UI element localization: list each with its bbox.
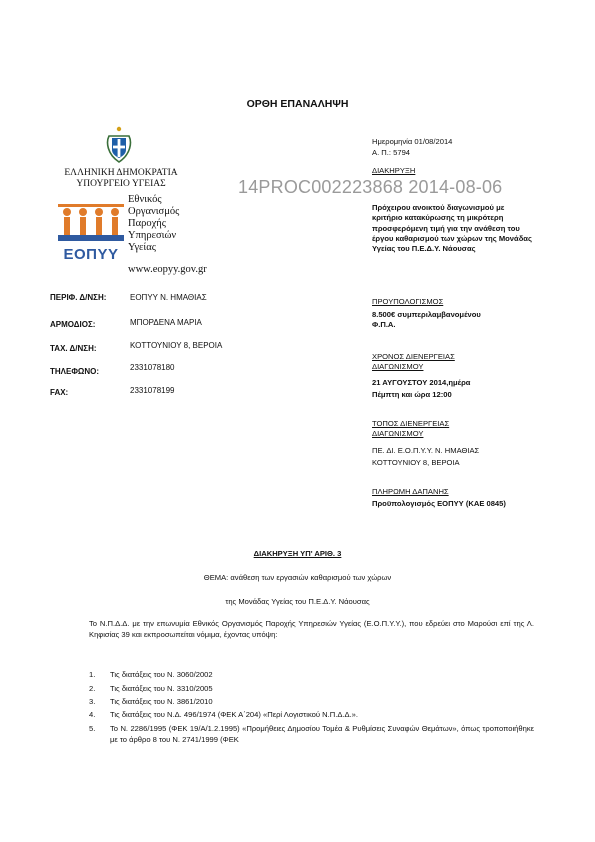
list-item-number: 4.: [89, 710, 96, 719]
people-figures-icon: [58, 198, 124, 242]
proclamation-text: Πρόχειρου ανοικτού διαγωνισμού με κριτήριο κατακύρωσης τη μικρότερη προσφερόμενη τιμή για την ανάθεση του έργου καθαρισμού των χώρων της Μονάδας Υγείας του Π.Ε.Δ.Υ. Νάουσας: [372, 203, 532, 254]
place-heading: ΤΟΠΟΣ ΔΙΕΝΕΡΓΕΙΑΣ ΔΙΑΓΩΝΙΣΜΟΥ: [372, 419, 450, 439]
org-name-line: Υπηρεσιών: [128, 230, 177, 241]
website-link[interactable]: www.eopyy.gov.gr: [128, 264, 207, 275]
subject-line: [0, 573, 595, 583]
place-line-1: ΠΕ. ΔΙ. Ε.Ο.Π.Υ.Υ. Ν. ΗΜΑΘΙΑΣ: [372, 446, 480, 455]
date-label: Ημερομηνία: [372, 137, 413, 146]
intro-paragraph: Το Ν.Π.Δ.Δ. με την επωνυμία Εθνικός Οργανισμός Παροχής Υπηρεσιών Υγείας (Ε.Ο.Π.Υ.Υ.), που εδρεύει στο Μαρούσι επί της Λ. Κηφισίας 39 και εκπροσωπείται νόμιμα, έχοντας υπόψη:: [89, 619, 534, 639]
place-line-2: ΚΟΤΤΟΥΝΙΟΥ 8, ΒΕΡΟΙΑ: [372, 458, 460, 467]
date-value: 01/08/2014: [414, 137, 453, 146]
issuer-header: [55, 168, 187, 190]
proclamation-heading: ΔΙΑΚΗΡΥΞΗ: [372, 166, 416, 175]
payment-text: Προϋπολογισμός ΕΟΠΥΥ (ΚΑΕ 0845): [372, 499, 506, 508]
contact-label-address: ΤΑΧ. Δ/ΝΣΗ:: [50, 344, 97, 353]
list-item-text: Το Ν. 2286/1995 (ΦΕΚ 19/Α/1.2.1995) «Προμήθειες Δημοσίου Τομέα & Ρυθμίσεις Συναφών Θεμάτων», όπως τροποποιήθηκε με το άρθρο 8 του Ν. 2741/1999 (ΦΕΚ: [110, 724, 534, 744]
watermark-code: 14PROC002223868 2014-08-06: [238, 177, 503, 197]
country-name: ΕΛΛΗΝΙΚΗ ΔΗΜΟΚΡΑΤΙΑ: [64, 168, 178, 178]
time-line-2: Πέμπτη και ώρα 12:00: [372, 390, 452, 399]
budget-heading: ΠΡΟΥΠΟΛΟΓΙΣΜΟΣ: [372, 297, 444, 306]
time-heading: ΧΡΟΝΟΣ ΔΙΕΝΕΡΓΕΙΑΣ ΔΙΑΓΩΝΙΣΜΟΥ: [372, 352, 455, 372]
contact-label-fax: FAX:: [50, 388, 69, 397]
org-name: [128, 194, 179, 254]
contact-value-region: ΕΟΠΥΥ Ν. ΗΜΑΘΙΑΣ: [130, 293, 207, 302]
org-name-line: Παροχής: [128, 218, 166, 229]
ministry-name: ΥΠΟΥΡΓΕΙΟ ΥΓΕΙΑΣ: [76, 179, 166, 189]
protocol-value: 5794: [393, 148, 411, 157]
contact-label-region: ΠΕΡΙΦ. Δ/ΝΣΗ:: [50, 293, 107, 302]
time-line-1: 21 ΑΥΓΟΥΣΤΟΥ 2014,ημέρα: [372, 378, 471, 387]
list-item-number: 3.: [89, 697, 96, 706]
list-item-text: Τις διατάξεις του Ν.Δ. 496/1974 (ΦΕΚ Α΄204) «Περί Λογιστικού Ν.Π.Δ.Δ.».: [110, 710, 359, 719]
list-item-number: 2.: [89, 684, 96, 693]
payment-heading: ΠΛΗΡΩΜΗ ΔΑΠΑΝΗΣ: [372, 487, 449, 496]
document-title: ΟΡΘΗ ΕΠΑΝΑΛΗΨΗ: [246, 98, 349, 110]
contact-label-officer: ΑΡΜΟΔΙΟΣ:: [50, 320, 96, 329]
contact-value-fax: 2331078199: [130, 386, 175, 395]
contact-value-address: ΚΟΤΤΟΥΝΙΟΥ 8, ΒΕΡΟΙΑ: [130, 341, 223, 350]
logo-wordmark: ΕΟΠΥΥ: [63, 246, 119, 263]
issue-date: [372, 137, 452, 147]
contact-value-officer: ΜΠΟΡΔΕΝΑ ΜΑΡΙΑ: [130, 318, 202, 327]
greek-emblem-icon: [104, 124, 134, 169]
list-item-number: 5.: [89, 724, 96, 733]
list-item-text: Τις διατάξεις του Ν. 3310/2005: [110, 684, 213, 693]
contact-value-phone: 2331078180: [130, 363, 175, 372]
eopyy-logo: [58, 198, 124, 262]
subject-text: ανάθεση των εργασιών καθαρισμού των χώρων: [230, 573, 392, 582]
list-item-number: 1.: [89, 670, 96, 679]
contact-label-phone: ΤΗΛΕΦΩΝΟ:: [50, 367, 99, 376]
declaration-number: ΔΙΑΚΗΡΥΞΗ ΥΠ' ΑΡΙΘ. 3: [253, 549, 342, 558]
protocol-number: [372, 148, 410, 158]
budget-text: 8.500€ συμπεριλαμβανομένου Φ.Π.Α.: [372, 310, 481, 330]
org-name-line: Υγείας: [128, 242, 156, 253]
list-item-text: Τις διατάξεις του Ν. 3060/2002: [110, 670, 213, 679]
org-name-line: Εθνικός: [128, 194, 162, 205]
protocol-label: Α. Π.:: [372, 148, 391, 157]
org-name-line: Οργανισμός: [128, 206, 180, 217]
list-item-text: Τις διατάξεις του Ν. 3861/2010: [110, 697, 213, 706]
subject-label: ΘΕΜΑ:: [203, 573, 229, 582]
subject-line-2: της Μονάδας Υγείας του Π.Ε.Δ.Υ. Νάουσας: [225, 597, 370, 606]
